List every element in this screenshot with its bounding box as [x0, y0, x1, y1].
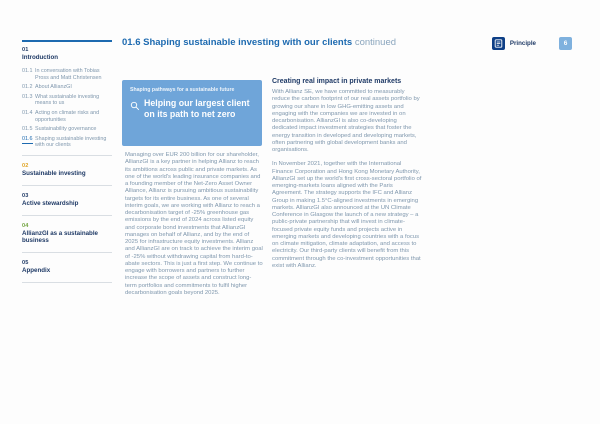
sidebar-divider [22, 252, 112, 253]
table-of-contents [22, 40, 112, 289]
principle-badge-group [492, 37, 572, 50]
page-title [122, 37, 396, 48]
page-title-continued: continued [354, 37, 397, 48]
principle-icon [492, 37, 505, 50]
toc-section-title: Active stewardship [22, 199, 79, 207]
sidebar-item-01-2[interactable]: 01.2 About AllianzGI [22, 84, 72, 91]
sidebar-divider [22, 155, 112, 156]
toc-section-introduction[interactable] [22, 46, 112, 63]
toc-section-title: AllianzGI as a sustainable business [22, 229, 98, 244]
toc-section-appendix[interactable] [22, 259, 112, 276]
sidebar-item-label: In conversation with Tobias Pross and Matt Christensen [35, 68, 102, 81]
toc-section-number: 02 [22, 162, 29, 169]
principle-label: Principle [509, 40, 536, 47]
body-column-1: Managing over EUR 200 billion for our shareholder, AllianzGI is a key partner in helping Allianz to reach its ambitions across public and private markets. As one of the world's leading insurance companies and a founding member of the Net-Zero Asset Owner Alliance, Allianz is pursuing ambitious sustainability targets for its entire business. As one of several interim goals, we are working with Allianz to reach a decarbonisation target of -25% greenhouse gas emissions by the end of 2024 across listed equity and corporate bond investments that AllianzGI manages on behalf of Allianz, and by the end of 2025 for infrastructure equity investments. Allianz and AllianzGI are on track to achieve the interim goal of -25% without withdrawing capital from hard-to-abate sectors. This is just a first step. We continue to engage with borrowers and partners to further increase the scope of assets and construct long-term portfolios and commitments to fulfil higher decarbonisation goals beyond 2025. [125, 152, 263, 296]
toc-section-title: Sustainable investing [22, 169, 86, 177]
toc-section-sustainable-investing[interactable] [22, 162, 112, 179]
sidebar-item-label: About AllianzGI [35, 84, 72, 91]
sidebar-item-label: Acting on climate risks and opportunities [35, 109, 100, 123]
toc-section-active-stewardship[interactable] [22, 192, 112, 209]
sidebar-divider [22, 215, 112, 216]
paragraph: With Allianz SE, we have committed to measurably reduce the carbon footprint of our real assets portfolio by growing our share in low GHG-emitting assets and engaging with the companies we are invested in on decarbonisation. AllianzGI is also co-developing dedicated impact investment strategies that foster the energy transition in developed and developing markets, often partnering with global development banks and organisations. [272, 89, 420, 153]
sidebar-item-01-6-current[interactable]: 01.6 Shaping sustainable investing with our clients [22, 136, 112, 149]
toc-section-number: 01 [22, 47, 29, 53]
callout-eyebrow: Shaping pathways for a sustainable future [130, 87, 235, 93]
page-number-badge: 6 [559, 37, 572, 50]
body-column-2 [272, 78, 422, 277]
toc-section-number: 05 [22, 259, 29, 266]
toc-section-title: Introduction [22, 54, 59, 61]
sidebar-top-rule [22, 40, 112, 42]
section-heading: Creating real impact in private markets [272, 78, 402, 85]
toc-section-number: 03 [22, 192, 29, 199]
callout-title: Helping our largest client on its path to net zero [144, 98, 250, 119]
toc-section-number: 04 [22, 222, 29, 229]
magnifier-icon [130, 98, 140, 119]
toc-section-title: Appendix [22, 266, 51, 274]
sidebar-item-01-4[interactable]: 01.4 Acting on climate risks and opportunities [22, 110, 112, 123]
sidebar-item-label: Shaping sustainable investing with our clients [35, 135, 107, 149]
toc-subitems [22, 68, 112, 149]
toc-section-sustainable-business[interactable] [22, 222, 112, 246]
sidebar-divider [22, 185, 112, 186]
sidebar-item-01-5[interactable]: 01.5 Sustainability governance [22, 126, 97, 133]
sidebar-item-01-3[interactable]: 01.3 What sustainable investing means to us [22, 94, 112, 107]
sidebar-item-label: What sustainable investing means to us [35, 93, 100, 107]
page-title-main: 01.6 Shaping sustainable investing with our clients [122, 37, 353, 48]
paragraph: In November 2021, together with the International Finance Corporation and Hong Kong Monetary Authority, AllianzGI set up the world's first cross-sectoral portfolio of emerging-markets loans aligned with the Paris Agreement. The strategy supports the IFC and Allianz Group in making 1.5°C-aligned investments in emerging markets. AllianzGI also announced at the UN Climate Conference in Glasgow the launch of a new strategy – a public-private partnership that will invest in climate-focused private equity funds and projects active in emerging markets and developing countries with a focus on climate mitigation, climate adaptation, and access to electricity. Our third-party clients will benefit from this commitment through the co-investment opportunities that exist with Allianz. [272, 161, 422, 269]
callout-box [122, 80, 262, 146]
sidebar-divider [22, 282, 112, 283]
sidebar-item-label: Sustainability governance [35, 126, 97, 133]
sidebar-item-01-1[interactable]: 01.1 In conversation with Tobias Pross and Matt Christensen [22, 68, 112, 81]
